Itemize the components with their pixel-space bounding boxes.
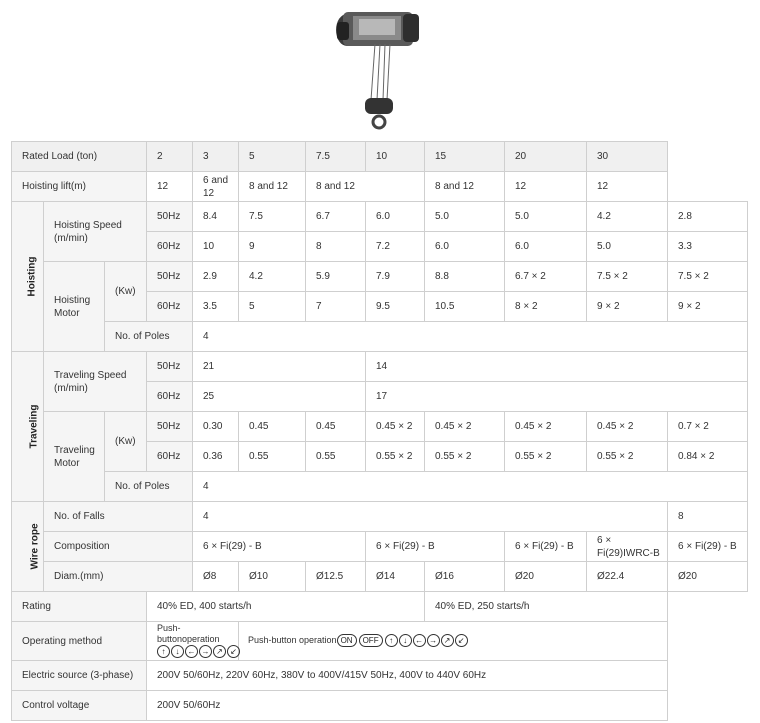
table-cell: 5.9 [306, 262, 366, 292]
table-cell: 0.45 × 2 [505, 412, 587, 442]
table-cell: Ø20 [505, 562, 587, 592]
table-cell: 8 [668, 502, 748, 532]
table-cell: 4 [193, 502, 668, 532]
table-cell: 4 [193, 322, 748, 352]
arrow-icons [157, 645, 241, 658]
table-cell: 8 [306, 232, 366, 262]
table-cell: 40% ED, 250 starts/h [425, 592, 668, 622]
table-cell: Ø12.5 [306, 562, 366, 592]
table-cell: 5.0 [587, 232, 668, 262]
table-cell: 2 [147, 142, 193, 172]
table-cell: 0.7 × 2 [668, 412, 748, 442]
electric-label: Electric source (3-phase) [12, 661, 147, 691]
freq-label: 50Hz [147, 412, 193, 442]
table-cell: 8 × 2 [505, 292, 587, 322]
table-cell: 0.36 [193, 442, 239, 472]
hoisting-lift-row [12, 172, 748, 202]
table-cell: 200V 50/60Hz [147, 691, 668, 721]
table-cell: 0.45 [239, 412, 306, 442]
arrow-up-icon: ↑ [157, 645, 170, 658]
table-cell: Ø14 [366, 562, 425, 592]
table-cell: 5.0 [425, 202, 505, 232]
table-cell: 6.0 [366, 202, 425, 232]
table-cell: 6.7 [306, 202, 366, 232]
poles-label: No. of Poles [105, 472, 193, 502]
wire-falls-row [12, 502, 748, 532]
table-cell: 0.55 × 2 [587, 442, 668, 472]
table-cell: 9.5 [366, 292, 425, 322]
table-cell: 7 [306, 292, 366, 322]
hoisting-speed-label: Hoisting Speed (m/min) [44, 202, 147, 262]
composition-label: Composition [44, 532, 193, 562]
table-cell: 0.45 × 2 [366, 412, 425, 442]
table-cell: 7.2 [366, 232, 425, 262]
operating-row [12, 622, 748, 661]
kw-label: (Kw) [105, 262, 147, 322]
arrow-down-left-icon: ↙ [227, 645, 240, 658]
arrow-up-right-icon: ↗ [213, 645, 226, 658]
table-cell: 0.55 [306, 442, 366, 472]
table-cell: 5.0 [505, 202, 587, 232]
rated-load-label: Rated Load (ton) [12, 142, 147, 172]
table-cell: 3 [193, 142, 239, 172]
table-cell: 0.45 × 2 [587, 412, 668, 442]
table-cell: 2.8 [668, 202, 748, 232]
table-cell: Ø22.4 [587, 562, 668, 592]
table-cell: 3.3 [668, 232, 748, 262]
arrow-down-icon: ↓ [171, 645, 184, 658]
table-cell: 6 and 12 [193, 172, 239, 202]
off-icon: OFF [359, 634, 383, 647]
on-icon: ON [337, 634, 357, 647]
freq-label: 50Hz [147, 352, 193, 382]
operating-method-a [147, 622, 239, 661]
table-cell: 6.0 [505, 232, 587, 262]
operating-label: Operating method [12, 622, 147, 661]
control-row [12, 691, 748, 721]
wire-diam-row [12, 562, 748, 592]
table-cell: 8.8 [425, 262, 505, 292]
arrow-down-icon: ↓ [399, 634, 412, 647]
table-cell: 0.30 [193, 412, 239, 442]
table-cell: 6 × Fi(29) - B [505, 532, 587, 562]
arrow-up-right-icon: ↗ [441, 634, 454, 647]
table-cell: 200V 50/60Hz, 220V 60Hz, 380V to 400V/415V 50Hz, 400V to 440V 60Hz [147, 661, 668, 691]
hoisting-poles-row [12, 322, 748, 352]
table-cell: 8 and 12 [425, 172, 505, 202]
control-label: Control voltage [12, 691, 147, 721]
freq-label: 60Hz [147, 382, 193, 412]
wire-rope-group-label: Wire rope [12, 502, 44, 592]
table-cell: 8.4 [193, 202, 239, 232]
table-cell: 0.84 × 2 [668, 442, 748, 472]
arrow-right-icon: → [427, 634, 440, 647]
rating-label: Rating [12, 592, 147, 622]
hoisting-group-label: Hoisting [12, 202, 44, 352]
table-cell: 7.5 × 2 [587, 262, 668, 292]
arrow-left-icon: ← [413, 634, 426, 647]
table-cell: 20 [505, 142, 587, 172]
electric-row [12, 661, 748, 691]
arrow-down-left-icon: ↙ [455, 634, 468, 647]
arrow-up-icon: ↑ [385, 634, 398, 647]
table-cell: 6.0 [425, 232, 505, 262]
spec-table [11, 141, 748, 721]
table-cell: Ø10 [239, 562, 306, 592]
poles-label: No. of Poles [105, 322, 193, 352]
table-cell: 14 [366, 352, 748, 382]
table-cell: 0.45 [306, 412, 366, 442]
traveling-speed-50-row [12, 352, 748, 382]
table-cell: 5 [239, 292, 306, 322]
table-cell: 10 [366, 142, 425, 172]
table-cell: 0.55 × 2 [425, 442, 505, 472]
table-cell: 2.9 [193, 262, 239, 292]
table-cell: 0.55 × 2 [366, 442, 425, 472]
table-cell: 40% ED, 400 starts/h [147, 592, 425, 622]
table-cell: 9 [239, 232, 306, 262]
traveling-group-label: Traveling [12, 352, 44, 502]
hoisting-motor-50-row [12, 262, 748, 292]
diam-label: Diam.(mm) [44, 562, 193, 592]
freq-label: 50Hz [147, 262, 193, 292]
freq-label: 60Hz [147, 232, 193, 262]
table-cell: Ø20 [668, 562, 748, 592]
traveling-motor-label: Traveling Motor [44, 412, 105, 502]
falls-label: No. of Falls [44, 502, 193, 532]
hoisting-speed-50-row [12, 202, 748, 232]
table-cell: 6 × Fi(29) - B [366, 532, 505, 562]
table-cell: 9 × 2 [668, 292, 748, 322]
kw-label: (Kw) [105, 412, 147, 472]
table-cell: 8 and 12 [239, 172, 306, 202]
table-cell: 10.5 [425, 292, 505, 322]
wire-composition-row [12, 532, 748, 562]
table-cell: 21 [193, 352, 366, 382]
traveling-speed-label: Traveling Speed (m/min) [44, 352, 147, 412]
table-cell: 12 [587, 172, 668, 202]
rating-row [12, 592, 748, 622]
table-cell: Ø16 [425, 562, 505, 592]
traveling-motor-50-row [12, 412, 748, 442]
freq-label: 60Hz [147, 292, 193, 322]
table-cell: 4.2 [587, 202, 668, 232]
freq-label: 50Hz [147, 202, 193, 232]
traveling-poles-row [12, 472, 748, 502]
table-cell: 6 × Fi(29) - B [668, 532, 748, 562]
table-cell: 17 [366, 382, 748, 412]
table-cell: 6 × Fi(29) - B [193, 532, 366, 562]
table-cell: 0.55 × 2 [505, 442, 587, 472]
table-cell: 30 [587, 142, 668, 172]
table-cell: 6 × Fi(29)IWRC-B [587, 532, 668, 562]
table-cell: 4.2 [239, 262, 306, 292]
table-cell: 10 [193, 232, 239, 262]
table-cell: 25 [193, 382, 366, 412]
table-cell: 0.45 × 2 [425, 412, 505, 442]
table-cell: 15 [425, 142, 505, 172]
operating-a-text: Push-buttonoperation [157, 623, 220, 645]
freq-label: 60Hz [147, 442, 193, 472]
table-cell: 8 and 12 [306, 172, 425, 202]
table-cell: 7.5 [239, 202, 306, 232]
table-cell: 12 [505, 172, 587, 202]
hoist-image [325, 4, 435, 132]
table-cell: 4 [193, 472, 748, 502]
table-cell: 5 [239, 142, 306, 172]
arrow-right-icon: → [199, 645, 212, 658]
table-cell: 7.5 [306, 142, 366, 172]
operating-method-b [239, 622, 668, 661]
table-cell: 12 [147, 172, 193, 202]
table-cell: 7.9 [366, 262, 425, 292]
table-cell: 7.5 × 2 [668, 262, 748, 292]
rated-load-row [12, 142, 748, 172]
hoisting-motor-label: Hoisting Motor [44, 262, 105, 352]
hoisting-lift-label: Hoisting lift(m) [12, 172, 147, 202]
table-cell: 3.5 [193, 292, 239, 322]
table-cell: 0.55 [239, 442, 306, 472]
table-cell: 6.7 × 2 [505, 262, 587, 292]
operating-b-text: Push-button operation [248, 635, 337, 646]
table-cell: Ø8 [193, 562, 239, 592]
table-cell: 9 × 2 [587, 292, 668, 322]
arrow-left-icon: ← [185, 645, 198, 658]
